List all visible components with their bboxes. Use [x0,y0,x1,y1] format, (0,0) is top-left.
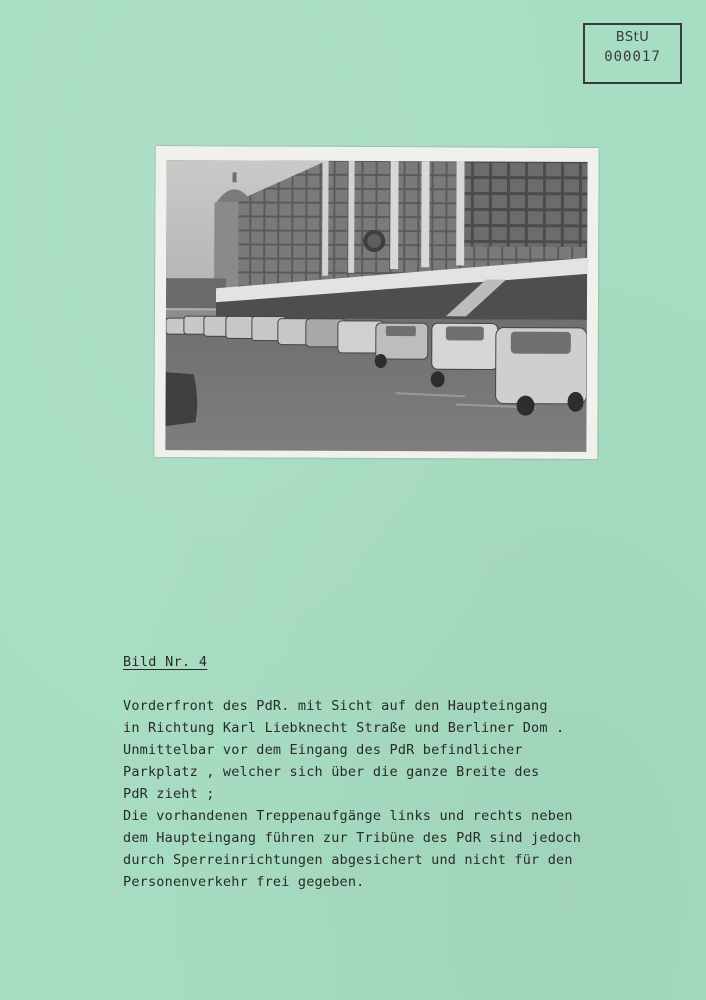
caption-line: Vorderfront des PdR. mit Sicht auf den Haupteingang [123,698,548,714]
caption-line: Die vorhandenen Treppenaufgänge links und rechts neben [123,808,573,824]
caption-line: PdR zieht ; [123,786,215,802]
stamp-page-number: 000017 [604,49,661,65]
caption-line: Unmittelbar vor dem Eingang des PdR befindlicher [123,742,523,758]
caption-body [123,695,643,893]
caption-line: Parkplatz , welcher sich über die ganze Breite des [123,764,540,780]
caption-line: Personenverkehr frei gegeben. [123,874,365,890]
photo-illustration [165,160,587,452]
caption-line: in Richtung Karl Liebknecht Straße und Berliner Dom . [123,720,565,736]
caption-line: dem Haupteingang führen zur Tribüne des PdR sind jedoch [123,830,582,846]
photo-mount [154,146,598,459]
archive-stamp [583,23,682,84]
stamp-agency: BStU [615,30,650,45]
photograph [165,160,587,452]
caption-title: Bild Nr. 4 [123,654,208,670]
caption-line: durch Sperreinrichtungen abgesichert und nicht für den [123,852,573,868]
